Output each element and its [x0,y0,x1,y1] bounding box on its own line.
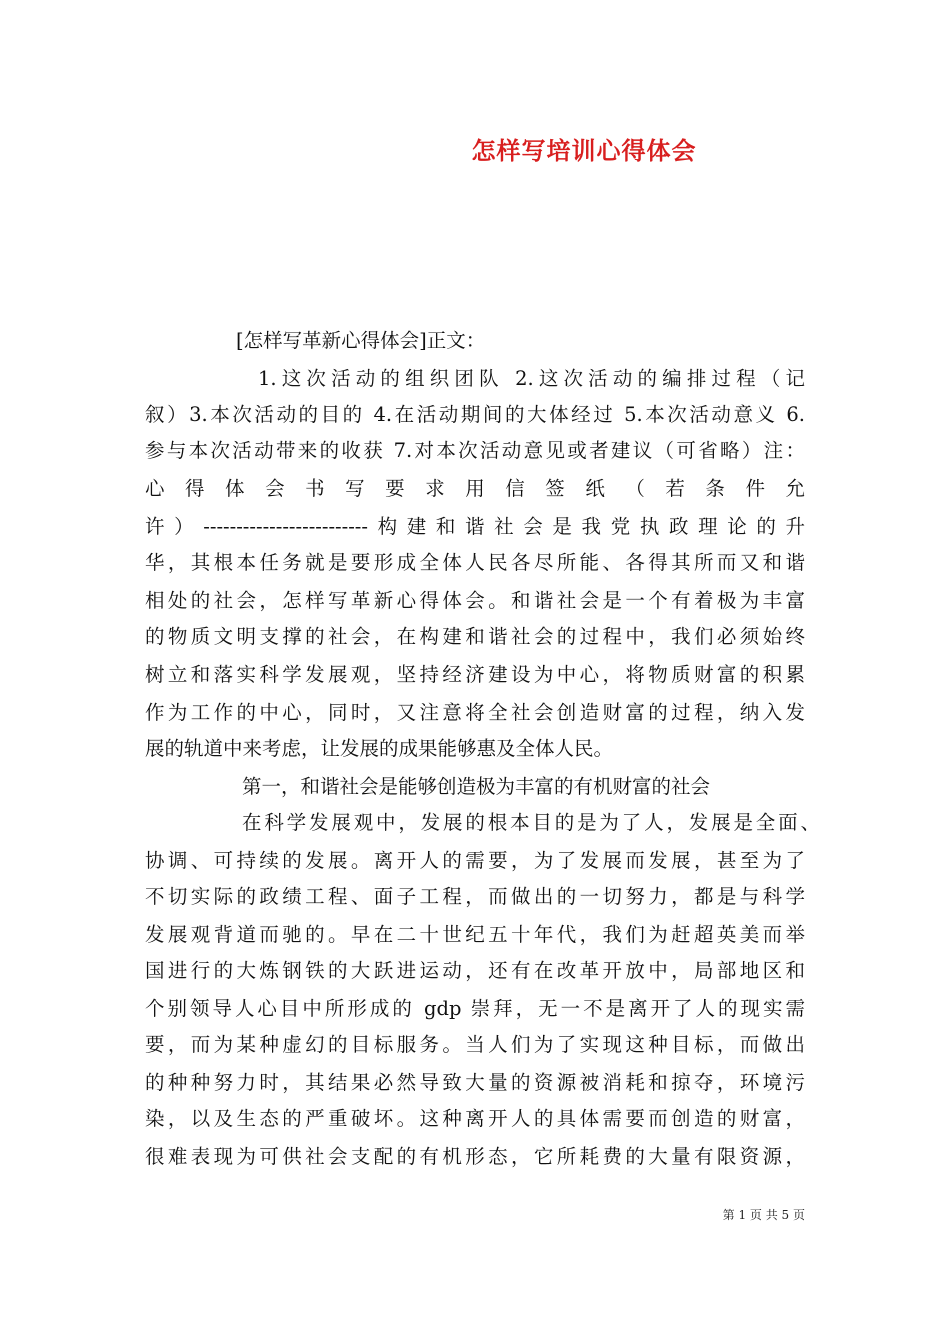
body-line: 叙）3.本次活动的目的 4.在活动期间的大体经过 5.本次活动意义 6. [145,403,805,426]
page-footer: 第 1 页 共 5 页 [722,1208,805,1222]
body-line: 华，其根本任务就是要形成全体人民各尽所能、各得其所而又和谐 [145,551,805,574]
document-title: 怎样写培训心得体会 [471,136,697,165]
body-line: 发展观背道而驰的。早在二十世纪五十年代，我们为赶超英美而举 [145,923,805,946]
body-line: 协调、可持续的发展。离开人的需要，为了发展而发展，甚至为了 [145,849,805,872]
body-line: 相处的社会，怎样写革新心得体会。和谐社会是一个有着极为丰富 [145,589,805,612]
body-line: 不切实际的政绩工程、面子工程，而做出的一切努力，都是与科学 [145,885,805,908]
body-line: 心得体会书写要求用信签纸（若条件允 [145,477,805,500]
body-line: 的种种努力时，其结果必然导致大量的资源被消耗和掠夺，环境污 [145,1071,805,1094]
body-line: 要，而为某种虚幻的目标服务。当人们为了实现这种目标，而做出 [145,1033,805,1056]
section-heading: 第一，和谐社会是能够创造极为丰富的有机财富的社会 [242,775,711,798]
body-line: 国进行的大炼钢铁的大跃进运动，还有在改革开放中，局部地区和 [145,959,805,982]
body-line: 的物质文明支撑的社会，在构建和谐社会的过程中，我们必须始终 [145,625,805,648]
body-line: 参与本次活动带来的收获 7.对本次活动意见或者建议（可省略）注： [145,439,805,462]
body-line: 个别领导人心目中所形成的 gdp 崇拜，无一不是离开了人的现实需 [145,997,805,1020]
body-line: 作为工作的中心，同时，又注意将全社会创造财富的过程，纳入发 [145,701,805,724]
body-line: 在科学发展观中，发展的根本目的是为了人，发展是全面、 [242,811,820,834]
body-line: 染，以及生态的严重破坏。这种离开人的具体需要而创造的财富， [145,1107,805,1130]
body-line: 许）-------------------------构建和谐社会是我党执政理论的升 [145,515,805,538]
body-line: 树立和落实科学发展观，坚持经济建设为中心，将物质财富的积累 [145,663,805,686]
body-line: 很难表现为可供社会支配的有机形态，它所耗费的大量有限资源， [145,1145,805,1168]
body-line: 展的轨道中来考虑，让发展的成果能够惠及全体人民。 [145,737,614,760]
body-line: [怎样写革新心得体会]正文： [236,329,486,352]
body-line: 1.这次活动的组织团队 2.这次活动的编排过程（记 [258,367,805,390]
